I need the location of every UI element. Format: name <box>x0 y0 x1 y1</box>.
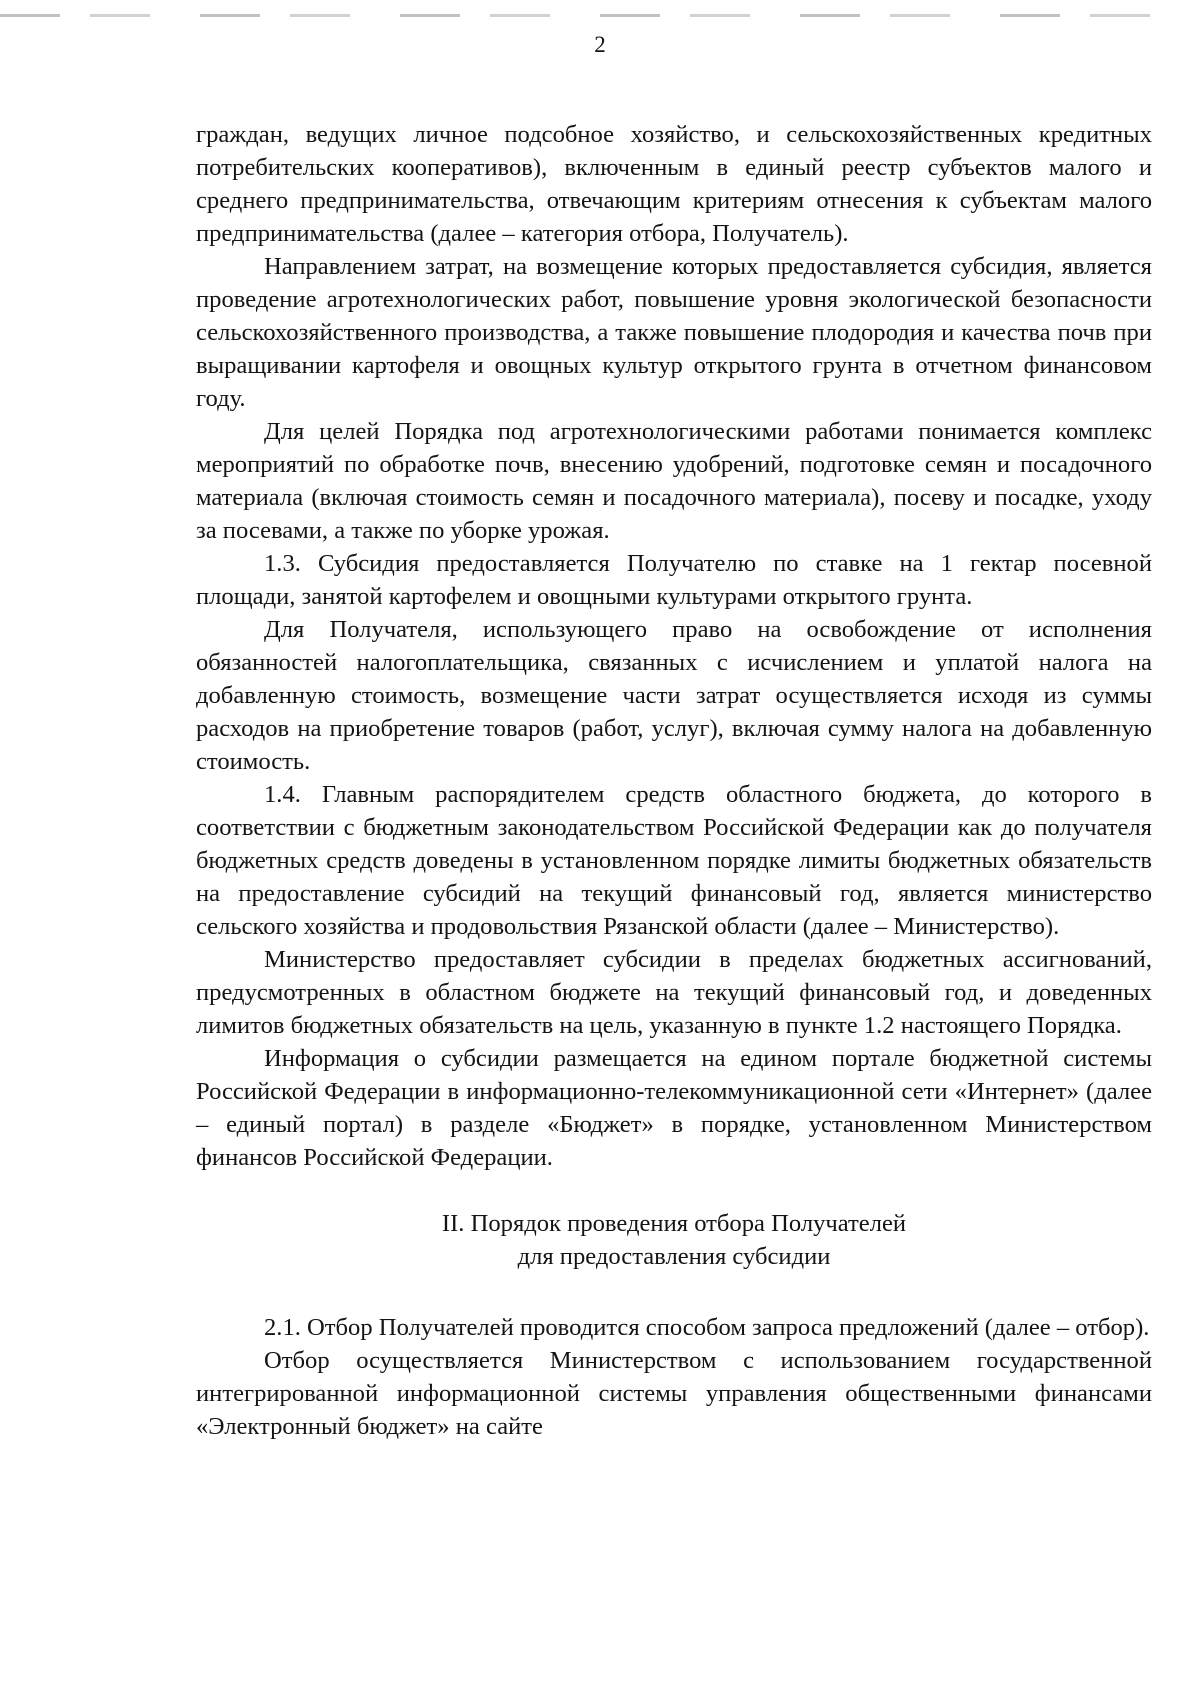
paragraph: граждан, ведущих личное подсобное хозяйство, и сельскохозяйственных кредитных потребительских кооперативов), включенным в единый реестр субъектов малого и среднего предпринимательства, отвечающим критериям отнесения к субъектам малого предпринимательства (далее – категория отбора, Получатель). <box>196 121 1152 247</box>
paragraph-clause-2-1: 2.1. Отбор Получателей проводится способом запроса предложений (далее – отбор). <box>264 1314 1150 1341</box>
section-heading-line: для предоставления субсидии <box>517 1243 831 1270</box>
paragraph-clause-1-4: 1.4. Главным распорядителем средств областного бюджета, до которого в соответствии с бюджетным законодательством Российской Федерации как до получателя бюджетных средств доведены в установленном порядке лимиты бюджетных обязательств на предоставление субсидий на текущий финансовый год, является министерство сельского хозяйства и продовольствия Рязанской области (далее – Министерство). <box>196 781 1152 940</box>
section-heading-line: II. Порядок проведения отбора Получателей <box>441 1210 907 1237</box>
document-body <box>196 118 1152 1443</box>
paragraph: Для Получателя, использующего право на освобождение от исполнения обязанностей налогоплательщика, связанных с исчислением и уплатой налога на добавленную стоимость, возмещение части затрат осуществляется исходя из суммы расходов на приобретение товаров (работ, услуг), включая сумму налога на добавленную стоимость. <box>196 616 1152 775</box>
page-number: 2 <box>594 32 606 57</box>
paragraph-clause-1-3: 1.3. Субсидия предоставляется Получателю по ставке на 1 гектар посевной площади, занятой картофелем и овощными культурами открытого грунта. <box>196 550 1152 610</box>
section-heading <box>196 1207 1152 1273</box>
paragraph: Направлением затрат, на возмещение которых предоставляется субсидия, является проведение агротехнологических работ, повышение уровня экологической безопасности сельскохозяйственного производства, а также повышение плодородия и качества почв при выращивании картофеля и овощных культур открытого грунта в отчетном финансовом году. <box>196 253 1152 412</box>
paragraph: Информация о субсидии размещается на едином портале бюджетной системы Российской Федерации в информационно-телекоммуникационной сети «Интернет» (далее – единый портал) в разделе «Бюджет» в порядке, установленном Министерством финансов Российской Федерации. <box>196 1045 1152 1171</box>
paragraph: Отбор осуществляется Министерством с использованием государственной интегрированной информационной системы управления общественными финансами «Электронный бюджет» на сайте <box>196 1347 1152 1440</box>
scan-edge-artifact <box>0 14 1200 17</box>
paragraph: Министерство предоставляет субсидии в пределах бюджетных ассигнований, предусмотренных в областном бюджете на текущий финансовый год, и доведенных лимитов бюджетных обязательств на цель, указанную в пункте 1.2 настоящего Порядка. <box>196 946 1152 1039</box>
paragraph: Для целей Порядка под агротехнологическими работами понимается комплекс мероприятий по обработке почв, внесению удобрений, подготовке семян и посадочного материала (включая стоимость семян и посадочного материала), посеву и посадке, уходу за посевами, а также по уборке урожая. <box>196 418 1152 544</box>
